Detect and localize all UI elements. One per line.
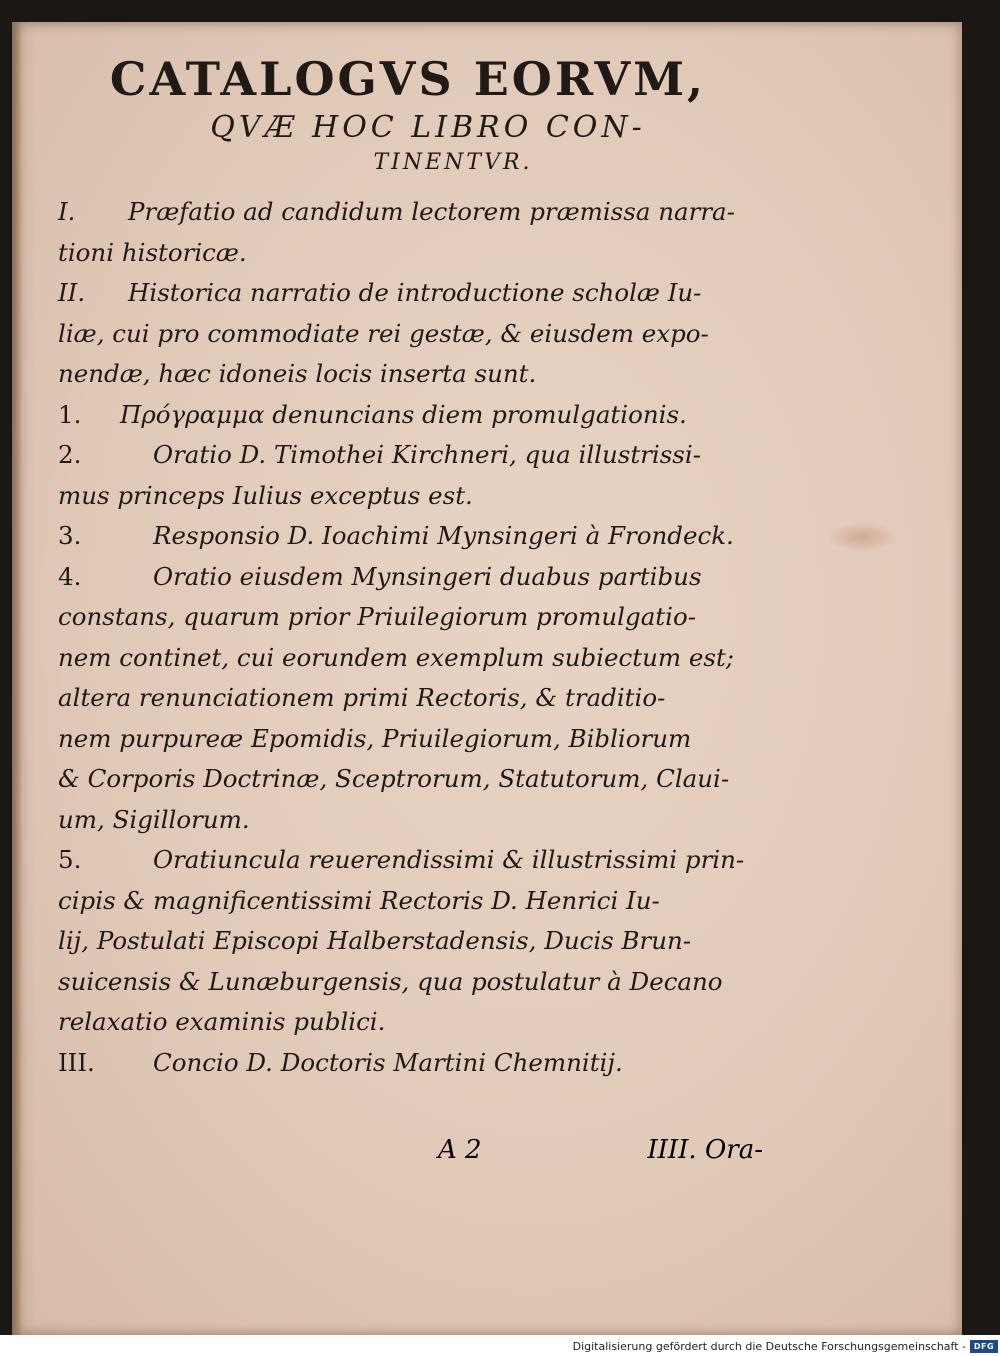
entry-text: Πρόγραμμα denuncians diem promulgationis.	[120, 399, 687, 429]
page-footer	[58, 1135, 763, 1179]
signature-mark: A 2	[438, 1135, 482, 1165]
entry-line: nendæ, hæc idoneis locis inserta sunt.	[58, 359, 537, 388]
entry-number: 1.	[58, 399, 82, 429]
entry-line: nem continet, cui eorundem exemplum subiectum est;	[58, 642, 735, 672]
catalog-entry	[58, 557, 758, 841]
entry-number: 2.	[58, 440, 82, 469]
entry-text: Responsio D. Ioachimi Mynsingeri à Frondeck.	[153, 521, 734, 550]
paper-stain	[827, 522, 897, 552]
entry-line: liæ, cui pro commodiate rei gestæ, & eiusdem expo-	[58, 318, 709, 348]
entry-text: Concio D. Doctoris Martini Chemnitij.	[153, 1047, 623, 1077]
entry-line	[58, 840, 758, 881]
catalog-entry	[58, 840, 758, 1043]
entry-number: I.	[58, 197, 76, 226]
entry-line: suicensis & Lunæburgensis, qua postulatur à Decano	[58, 966, 723, 996]
entry-text: Oratiuncula reuerendissimi & illustrissimi prin-	[153, 845, 745, 874]
entry-line: constans, quarum prior Priuilegiorum promulgatio-	[58, 602, 697, 631]
entry-number: 4.	[58, 561, 82, 591]
catalog-entry	[58, 1043, 758, 1084]
entry-number: 3.	[58, 521, 82, 550]
entry-line	[58, 516, 758, 557]
entry-line: & Corporis Doctrinæ, Sceptrorum, Statutorum, Claui-	[58, 764, 730, 793]
catalog-entry	[58, 435, 758, 516]
credit-text: Digitalisierung gefördert durch die Deutsche Forschungsgemeinschaft -	[572, 1339, 966, 1353]
catalog-entry	[58, 395, 758, 436]
entry-line: lij, Postulati Episcopi Halberstadensis, Ducis Brun-	[58, 926, 692, 955]
page-subtitle-continuation: TINENTVR.	[373, 150, 533, 175]
entry-line: cipis & magnificentissimi Rectoris D. Henrici Iu-	[58, 885, 660, 915]
entry-line: um, Sigillorum.	[58, 804, 250, 834]
entry-number: III.	[58, 1047, 95, 1077]
digitization-credit	[573, 1336, 1000, 1356]
catchword: IIII. Ora-	[647, 1135, 763, 1165]
entry-number: II.	[58, 278, 86, 307]
entry-line	[58, 395, 758, 436]
entry-line	[58, 1043, 758, 1084]
entry-number: 5.	[58, 845, 82, 874]
entry-line: tioni historicæ.	[58, 237, 247, 267]
page-text-block	[58, 50, 758, 1083]
entry-text: Oratio eiusdem Mynsingeri duabus partibus	[153, 561, 702, 591]
page-title: CATALOGVS EORVM,	[109, 52, 707, 106]
entry-line: mus princeps Iulius exceptus est.	[58, 480, 473, 510]
entry-line	[58, 192, 758, 233]
catalog-entry	[58, 516, 758, 557]
catalog-entry	[58, 192, 758, 273]
entry-text: Historica narratio de introductione scholæ Iu-	[128, 278, 702, 307]
catalog-entry	[58, 273, 758, 395]
entry-line	[58, 557, 758, 598]
entry-text: Oratio D. Timothei Kirchneri, qua illustrissi-	[153, 440, 701, 469]
dfg-logo: DFG	[970, 1340, 998, 1353]
entry-line: relaxatio examinis publici.	[58, 1007, 386, 1036]
entry-line	[58, 435, 758, 476]
entry-line	[58, 273, 758, 314]
entry-text: Præfatio ad candidum lectorem præmissa narra-	[128, 197, 735, 226]
entry-line: nem purpureæ Epomidis, Priuilegiorum, Bibliorum	[58, 723, 692, 753]
page-subtitle: QVÆ HOC LIBRO CON-	[210, 110, 646, 145]
entry-line: altera renunciationem primi Rectoris, & traditio-	[58, 683, 666, 712]
